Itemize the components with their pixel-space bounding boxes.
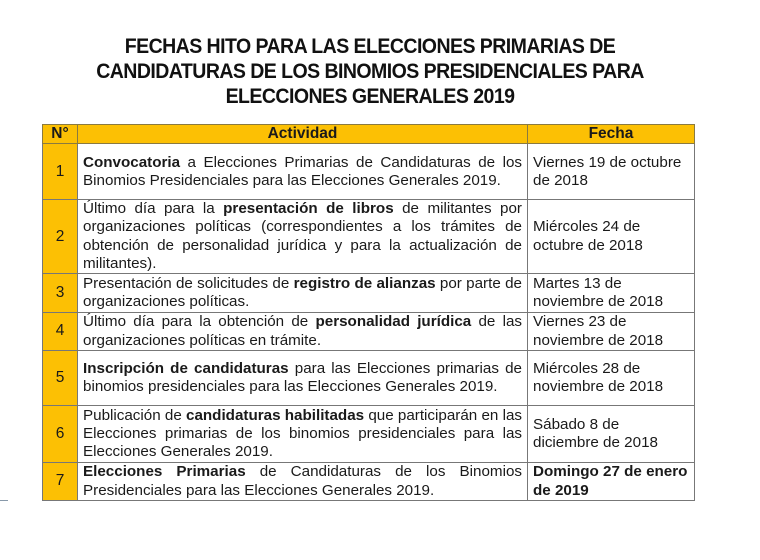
activity-text: Último día para la [83, 200, 224, 218]
table-row [43, 406, 695, 463]
title-line-3: ELECCIONES GENERALES 2019 [225, 85, 515, 108]
row-activity [78, 463, 528, 501]
row-activity [78, 351, 528, 406]
table-row [43, 274, 695, 313]
row-date: Domingo 27 de enero de 2019 [528, 463, 695, 501]
document-title [26, 34, 714, 109]
header-number: N° [43, 125, 78, 144]
activity-highlight: candidaturas habilitadas [186, 406, 365, 424]
table-row [43, 463, 695, 501]
activity-text: que participarán en las Elecciones primarias de los binomios presidenciales para las Elecciones Generales 2019. [83, 406, 522, 461]
title-line-2: CANDIDATURAS DE LOS BINOMIOS PRESIDENCIALES PARA [96, 60, 644, 83]
activity-highlight: Convocatoria [83, 153, 181, 171]
activity-text: por parte de organizaciones políticas. [83, 274, 522, 311]
activity-highlight: Elecciones Primarias [83, 463, 246, 481]
activity-highlight: registro de alianzas [293, 274, 436, 292]
table-row [43, 313, 695, 351]
milestones-table [42, 124, 695, 501]
activity-text: de las organizaciones políticas en trámite. [83, 313, 522, 349]
row-activity [78, 200, 528, 274]
activity-highlight: personalidad jurídica [315, 313, 472, 331]
row-activity [78, 274, 528, 313]
row-activity [78, 144, 528, 200]
page-margin-mark [0, 500, 8, 501]
row-number: 5 [43, 351, 78, 406]
row-date: Miércoles 28 de noviembre de 2018 [528, 351, 695, 406]
row-date: Sábado 8 de diciembre de 2018 [528, 406, 695, 463]
activity-text: a Elecciones Primarias de Candidaturas de los Binomios Presidenciales para las Elecciones Generales 2019. [83, 153, 522, 189]
table-row [43, 200, 695, 274]
activity-text: Publicación de [83, 406, 187, 424]
table-row [43, 351, 695, 406]
row-activity [78, 313, 528, 351]
table-header-row [43, 125, 695, 144]
activity-text: de militantes por organizaciones políticas (correspondientes a los trámites de obtención de personalidad jurídica y para la actualización de militantes). [83, 200, 522, 272]
activity-text: Último día para la obtención de [83, 313, 316, 331]
row-date: Viernes 19 de octubre de 2018 [528, 144, 695, 200]
activity-highlight: Inscripción de candidaturas [83, 359, 289, 377]
header-activity: Actividad [78, 125, 528, 144]
activity-text: de Candidaturas de los Binomios Presidenciales para las Elecciones Generales 2019. [83, 463, 522, 499]
activity-text: Presentación de solicitudes de [83, 274, 294, 292]
row-number: 3 [43, 274, 78, 313]
row-date: Martes 13 de noviembre de 2018 [528, 274, 695, 313]
row-activity [78, 406, 528, 463]
row-number: 1 [43, 144, 78, 200]
table-row [43, 144, 695, 200]
activity-highlight: presentación de libros [223, 200, 394, 218]
row-number: 6 [43, 406, 78, 463]
row-number: 4 [43, 313, 78, 351]
row-date: Viernes 23 de noviembre de 2018 [528, 313, 695, 351]
header-date: Fecha [528, 125, 695, 144]
row-number: 7 [43, 463, 78, 501]
title-line-1: FECHAS HITO PARA LAS ELECCIONES PRIMARIAS DE [124, 35, 616, 58]
row-number: 2 [43, 200, 78, 274]
row-date: Miércoles 24 de octubre de 2018 [528, 200, 695, 274]
activity-text: para las Elecciones primarias de binomios presidenciales para las Elecciones Generales 2019. [83, 359, 522, 396]
